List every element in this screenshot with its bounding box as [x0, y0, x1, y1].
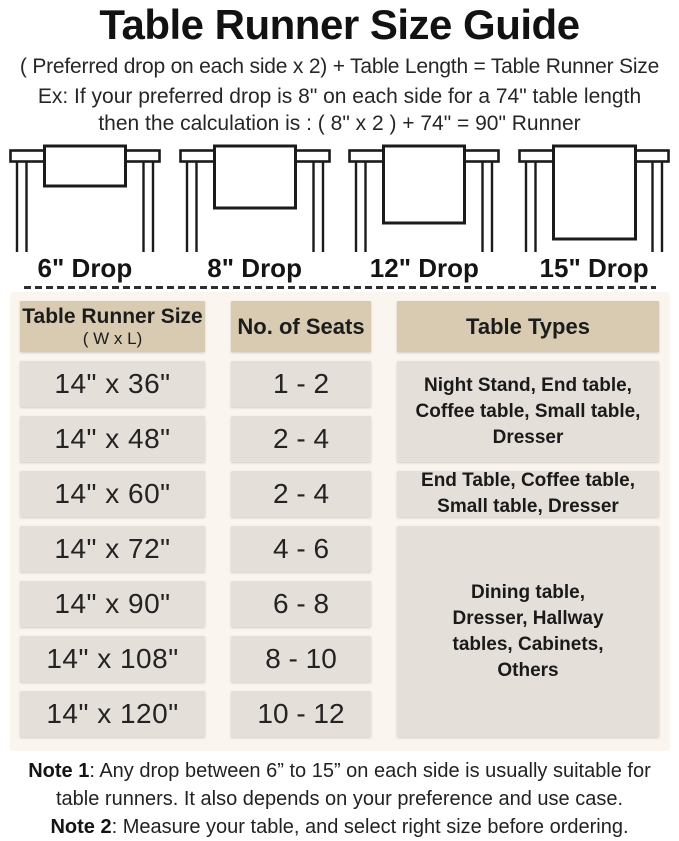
runner-drop-shape — [384, 146, 465, 223]
runner-drop-shape — [214, 146, 295, 208]
table-side-view-icon — [179, 144, 331, 252]
table-types-text: Night Stand, End table, Coffee table, Small table, Dresser — [415, 374, 641, 448]
drop-illustrations — [0, 144, 679, 252]
table-side-view-icon — [518, 144, 670, 252]
size-value: 14" x 36" — [54, 368, 171, 399]
dashed-divider-line — [24, 286, 656, 289]
note-1-line-2: table runners. It also depends on your preference and use case. — [55, 788, 624, 810]
size-table-panel — [10, 292, 670, 751]
header-runner-size-sub: ( W x L) — [82, 329, 143, 348]
seats-cell-4 — [231, 526, 371, 572]
size-cell-7 — [20, 691, 205, 737]
header-seats — [231, 301, 371, 352]
example-line-1: Ex: If your preferred drop is 8" on each side for a 74" table length — [37, 85, 642, 108]
size-table — [20, 301, 660, 737]
seats-value: 6 - 8 — [272, 588, 330, 619]
seats-cell-5 — [231, 581, 371, 627]
size-cell-5 — [20, 581, 205, 627]
seats-value: 4 - 6 — [272, 533, 330, 564]
size-value: 14" x 120" — [46, 698, 179, 729]
size-value: 14" x 108" — [46, 643, 179, 674]
table-side-view-icon — [9, 144, 161, 252]
size-cell-6 — [20, 636, 205, 682]
header-seats-label: No. of Seats — [237, 313, 365, 339]
table-side-view-icon — [348, 144, 500, 252]
seats-cell-1 — [231, 361, 371, 407]
note-2-label: Note 2 — [50, 816, 112, 838]
note-1-text: : Any drop between 6” to 15” on each side is usually suitable for — [89, 760, 651, 782]
note-2-text: : Measure your table, and select right size before ordering. — [111, 816, 629, 838]
note-1-label: Note 1 — [28, 760, 90, 782]
note-1-line-1 — [0, 757, 679, 785]
seats-value: 1 - 2 — [272, 368, 330, 399]
drop-illustration-8 — [170, 144, 340, 252]
seats-cell-6 — [231, 636, 371, 682]
header-runner-size — [20, 301, 205, 352]
drop-label-6: 6" Drop — [37, 253, 133, 283]
drop-labels — [0, 252, 679, 285]
note-2-line — [0, 813, 679, 841]
seats-value: 2 - 4 — [272, 478, 330, 509]
seats-value: 2 - 4 — [272, 423, 330, 454]
size-cell-4 — [20, 526, 205, 572]
drop-illustration-6 — [0, 144, 170, 252]
formula-text: ( Preferred drop on each side x 2) + Table Length = Table Runner Size — [19, 55, 660, 78]
page-title: Table Runner Size Guide — [99, 1, 580, 48]
header-table-types-label: Table Types — [466, 313, 590, 339]
table-types-text: Dining table, Dresser, Hallway tables, Cabinets, Others — [452, 581, 604, 681]
runner-drop-shape — [44, 146, 125, 186]
seats-value: 10 - 12 — [257, 698, 345, 729]
size-cell-1 — [20, 361, 205, 407]
drop-illustration-12 — [340, 144, 510, 252]
size-cell-3 — [20, 471, 205, 517]
table-types-text: End Table, Coffee table, Small table, Dresser — [421, 470, 635, 517]
header-runner-size-title: Table Runner Size — [22, 305, 203, 328]
header-table-types — [397, 301, 659, 352]
runner-drop-shape — [554, 146, 636, 239]
example-line-2: then the calculation is : ( 8" x 2 ) + 74" = 90" Runner — [98, 112, 581, 135]
size-cell-2 — [20, 416, 205, 462]
seats-cell-7 — [231, 691, 371, 737]
size-value: 14" x 48" — [54, 423, 171, 454]
table-types-cell-large — [397, 526, 659, 737]
seats-cell-2 — [231, 416, 371, 462]
size-value: 14" x 72" — [54, 533, 171, 564]
drop-label-15: 15" Drop — [539, 253, 649, 283]
footer-notes — [0, 757, 679, 841]
size-value: 14" x 90" — [54, 588, 171, 619]
table-types-cell-small — [397, 361, 659, 462]
drop-label-8: 8" Drop — [207, 253, 302, 283]
seats-value: 8 - 10 — [265, 643, 337, 674]
table-types-cell-medium — [397, 471, 659, 517]
drop-illustration-15 — [509, 144, 679, 252]
seats-cell-3 — [231, 471, 371, 517]
drop-label-12: 12" Drop — [369, 253, 479, 283]
size-value: 14" x 60" — [54, 478, 171, 509]
